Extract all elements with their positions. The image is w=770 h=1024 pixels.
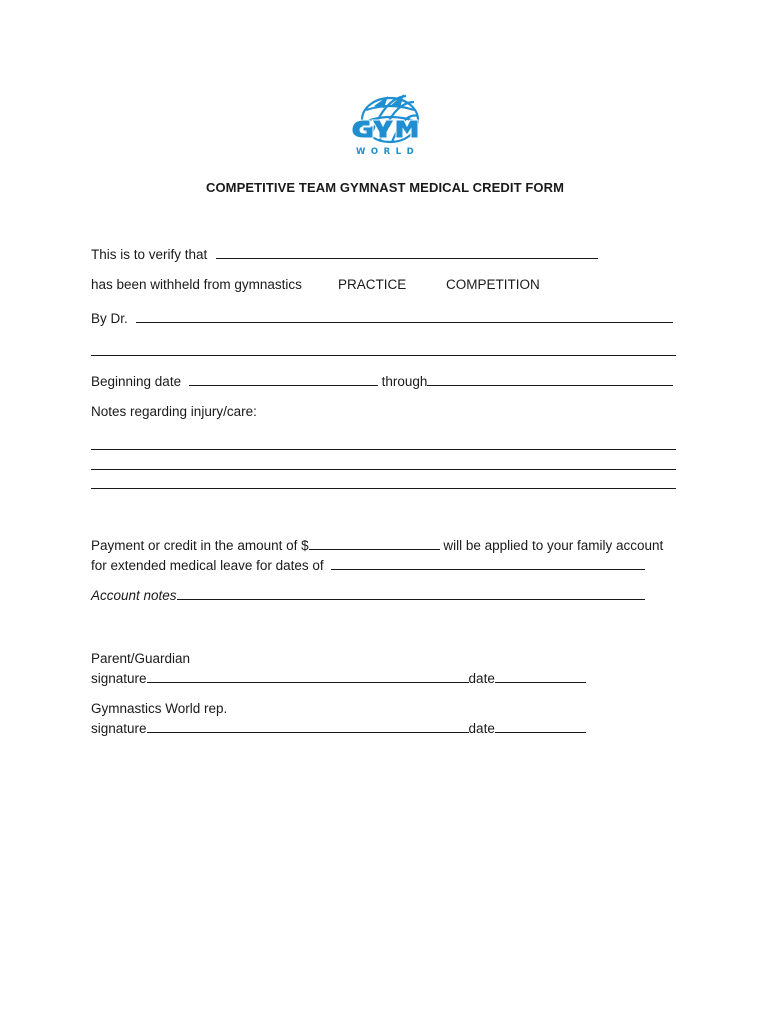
extended-label: for extended medical leave for dates of [91, 558, 324, 573]
gym-world-logo [344, 92, 426, 168]
gymnast-name-field[interactable] [216, 246, 598, 259]
account-notes-row [91, 587, 645, 604]
payment-amount-field[interactable] [309, 537, 440, 550]
svg-text:WORLD: WORLD [356, 147, 420, 157]
payment-row [91, 537, 663, 554]
parent-signature-field[interactable] [147, 670, 469, 683]
rep-signature-row [91, 720, 586, 737]
beginning-date-field[interactable] [189, 373, 378, 386]
rep-date-field[interactable] [495, 720, 586, 733]
doctor-label: By Dr. [91, 311, 128, 326]
parent-date-label: date [468, 671, 495, 686]
parent-date-field[interactable] [495, 670, 586, 683]
verify-row [91, 246, 598, 263]
verify-label: This is to verify that [91, 247, 208, 262]
rep-date-label: date [468, 721, 495, 736]
extended-dates-field[interactable] [331, 557, 645, 570]
account-notes-label: Account notes [91, 588, 177, 603]
notes-label: Notes regarding injury/care: [91, 404, 257, 419]
notes-line-3[interactable] [91, 488, 676, 489]
doctor-name-field[interactable] [136, 310, 673, 323]
competition-option[interactable]: COMPETITION [446, 277, 540, 292]
rep-signature-field[interactable] [147, 720, 469, 733]
payment-suffix: will be applied to your family account [443, 538, 664, 553]
through-date-field[interactable] [427, 373, 673, 386]
notes-line-2[interactable] [91, 469, 676, 470]
through-label: through [381, 374, 428, 389]
notes-line-1[interactable] [91, 449, 676, 450]
doctor-row [91, 310, 673, 327]
account-notes-field[interactable] [177, 587, 645, 600]
date-range-row [91, 373, 673, 390]
doctor-extra-line[interactable] [91, 355, 676, 356]
beginning-label: Beginning date [91, 374, 182, 389]
form-title: COMPETITIVE TEAM GYMNAST MEDICAL CREDIT FORM [205, 180, 565, 195]
gym-world-logo-graphic [344, 92, 426, 168]
practice-option[interactable]: PRACTICE [338, 277, 407, 292]
parent-signature-label: signature [91, 671, 147, 686]
rep-label: Gymnastics World rep. [91, 701, 228, 716]
parent-label: Parent/Guardian [91, 651, 191, 666]
payment-label: Payment or credit in the amount of $ [91, 538, 309, 553]
rep-signature-label: signature [91, 721, 147, 736]
extended-row [91, 557, 645, 574]
withheld-label: has been withheld from gymnastics [91, 277, 302, 292]
parent-signature-row [91, 670, 586, 687]
